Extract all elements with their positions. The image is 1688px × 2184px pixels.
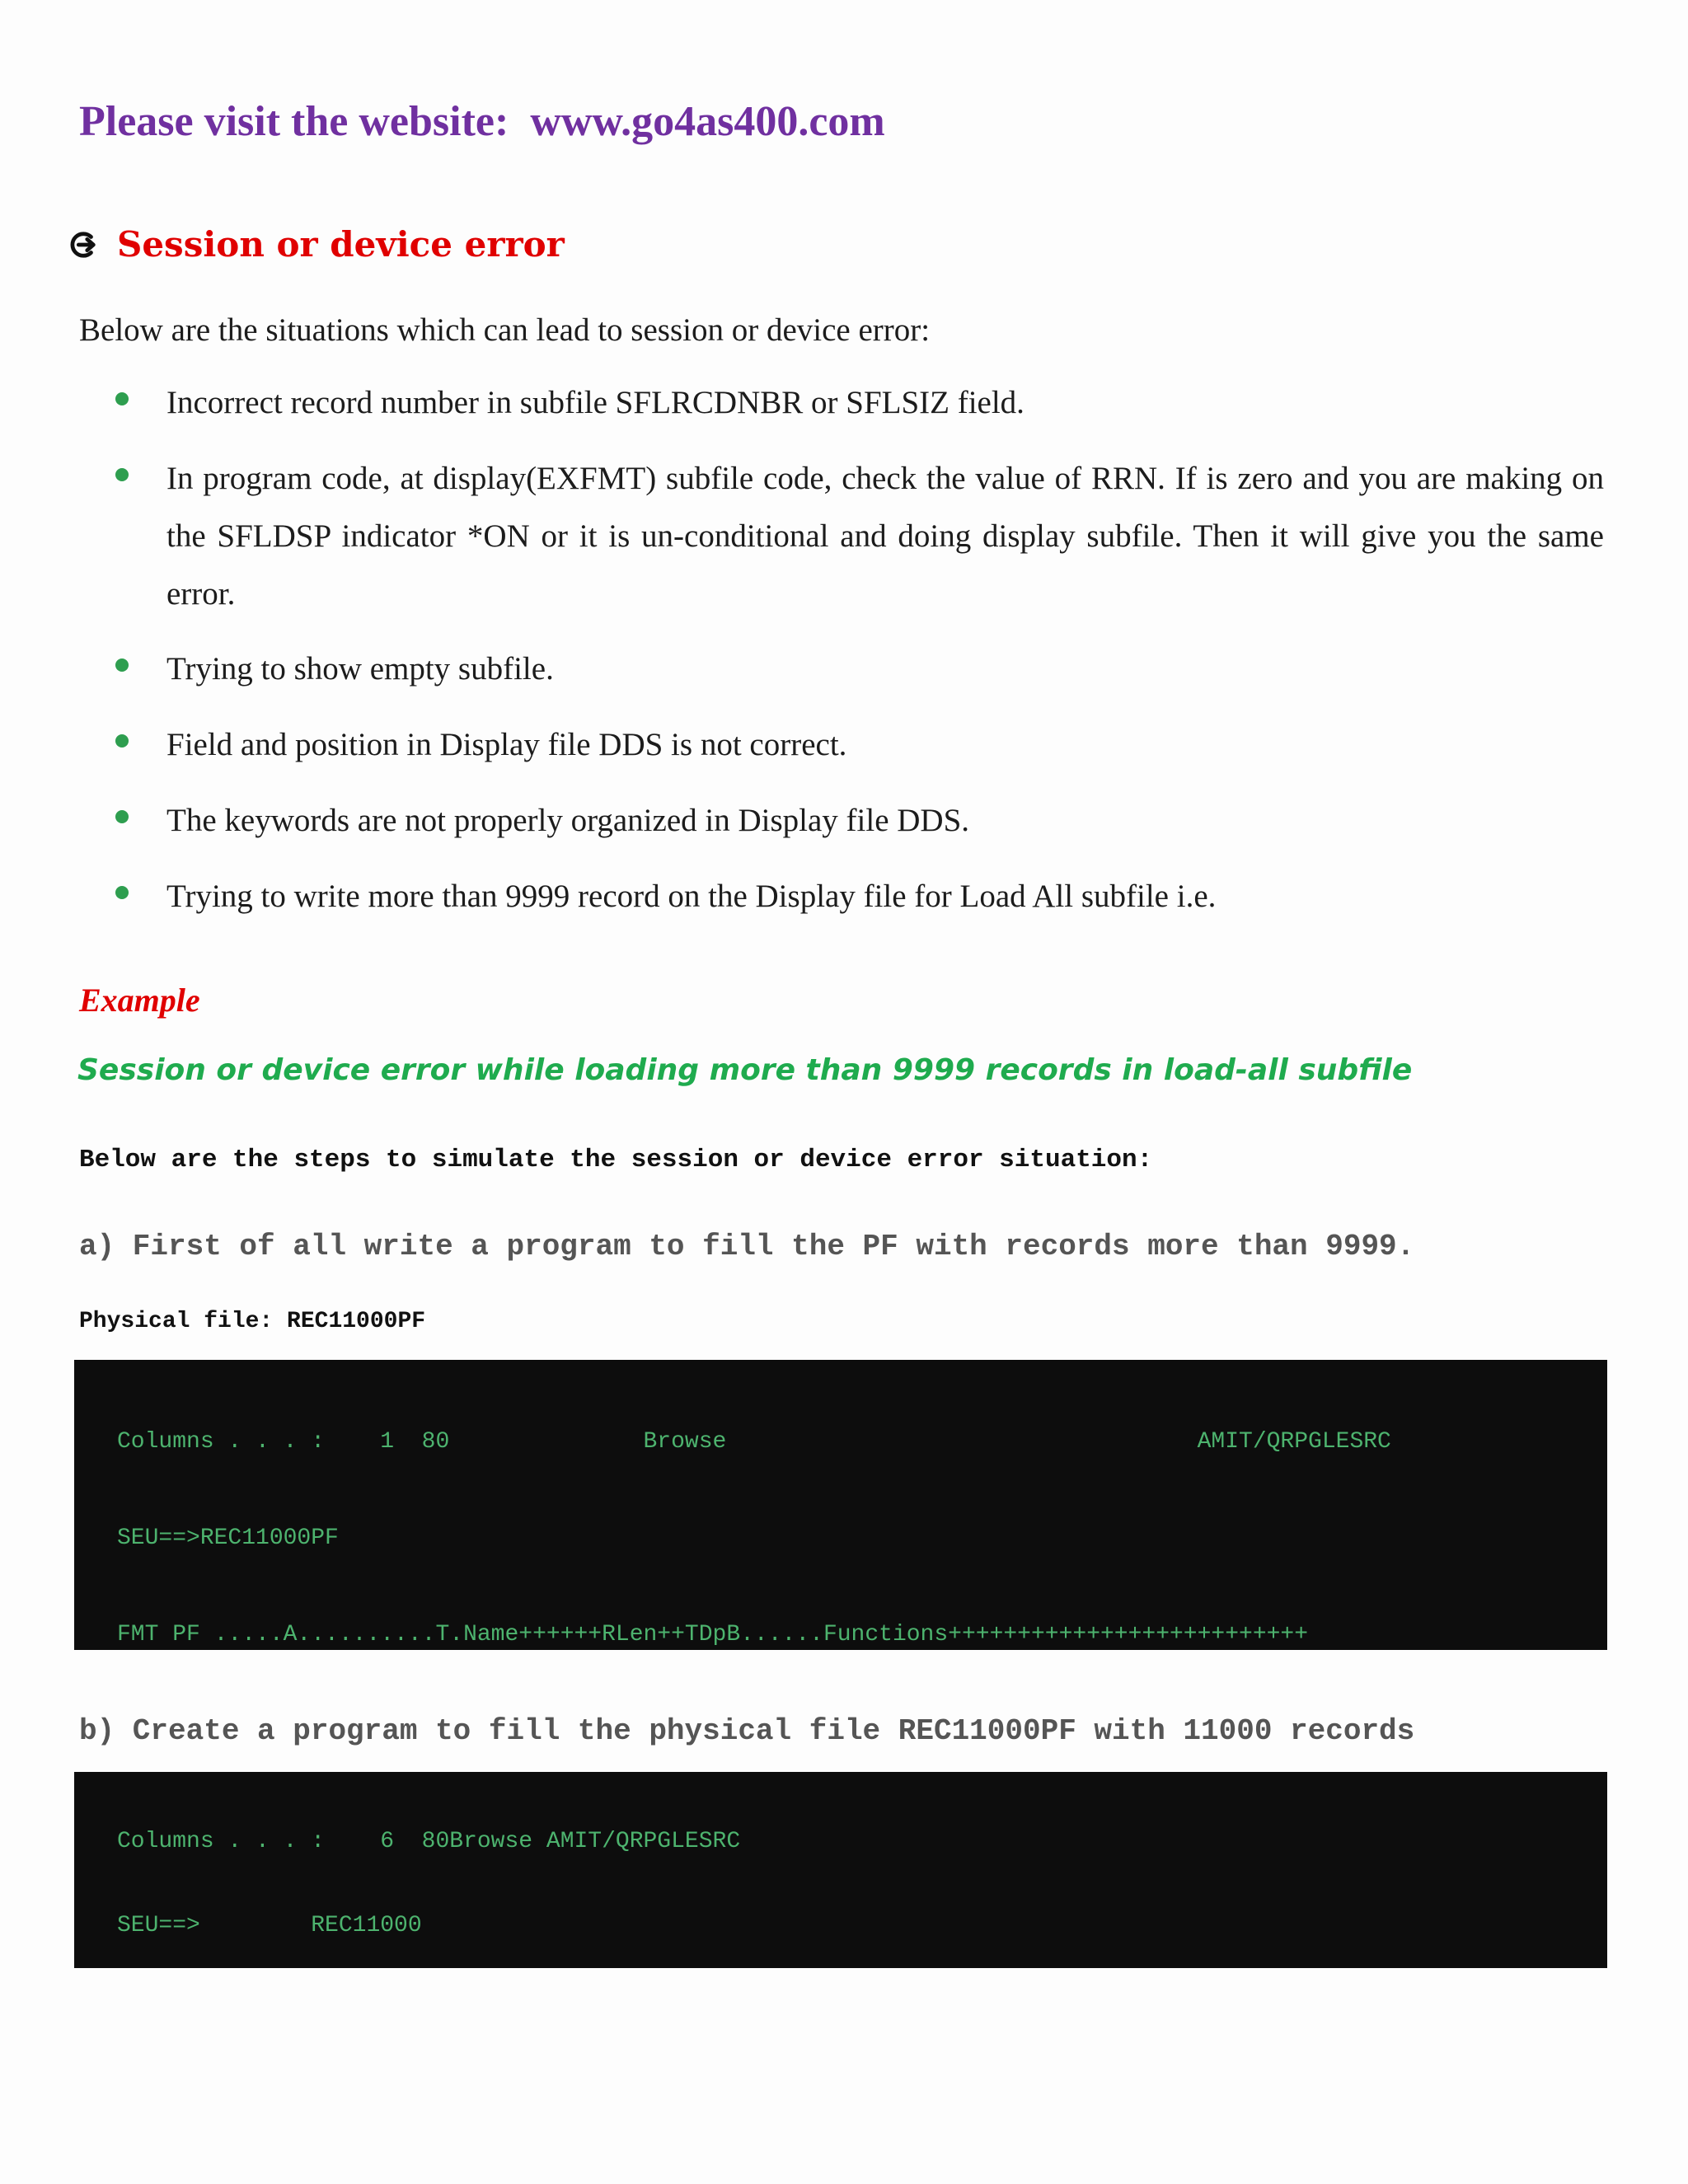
list-item-text: The keywords are not properly organized in Display file DDS. bbox=[166, 803, 970, 838]
example-title: Session or device error while loading more than 9999 records in load-all subfile bbox=[77, 1053, 1413, 1087]
section-heading bbox=[68, 224, 565, 265]
section-title: Session or device error bbox=[117, 224, 565, 265]
intro-text: Below are the situations which can lead to session or device error: bbox=[79, 312, 931, 348]
terminal-line: SEU==> REC11000 bbox=[117, 1913, 422, 1938]
step-a: a) First of all write a program to fill the PF with records more than 9999. bbox=[79, 1230, 1415, 1263]
list-item-text: Incorrect record number in subfile SFLRCDNBR or SFLSIZ field. bbox=[166, 385, 1025, 420]
list-item-text: Trying to show empty subfile. bbox=[166, 651, 554, 687]
step-b: b) Create a program to fill the physical file REC11000PF with 11000 records bbox=[79, 1714, 1415, 1748]
terminal-line: Columns . . . : 1 80 Browse AMIT/QRPGLESRC bbox=[117, 1429, 1391, 1455]
website-banner: Please visit the website: www.go4as400.com bbox=[79, 98, 885, 145]
bullet-icon bbox=[115, 734, 129, 748]
terminal-screenshot-rpg bbox=[74, 1772, 1607, 1968]
list-item-text: Trying to write more than 9999 record on the Display file for Load All subfile i.e. bbox=[166, 879, 1217, 914]
bullet-icon bbox=[115, 810, 129, 823]
list-item-text: In program code, at display(EXFMT) subfile code, check the value of RRN. If is zero and you are making on the SFLDSP indicator *ON or it is un-conditional and doing display subfile. Then it will give you the same error. bbox=[166, 461, 1604, 612]
list-item-text: Field and position in Display file DDS is not correct. bbox=[166, 727, 847, 762]
bullet-icon bbox=[115, 658, 129, 672]
steps-intro: Below are the steps to simulate the session or device error situation: bbox=[79, 1146, 1153, 1174]
example-label: Example bbox=[79, 982, 200, 1019]
bullet-icon bbox=[115, 392, 129, 405]
terminal-line: FMT PF .....A..........T.Name++++++RLen++TDpB......Functions++++++++++++++++++++++++++ bbox=[117, 1622, 1309, 1647]
physical-file-label: Physical file: REC11000PF bbox=[79, 1309, 426, 1334]
terminal-screenshot-pf bbox=[74, 1360, 1607, 1650]
bullet-icon bbox=[115, 468, 129, 481]
terminal-line: SEU==>REC11000PF bbox=[117, 1526, 339, 1551]
right-arrow-circle-icon bbox=[68, 229, 99, 260]
terminal-line: Columns . . . : 6 80Browse AMIT/QRPGLESRC bbox=[117, 1829, 741, 1854]
bullet-icon bbox=[115, 886, 129, 899]
